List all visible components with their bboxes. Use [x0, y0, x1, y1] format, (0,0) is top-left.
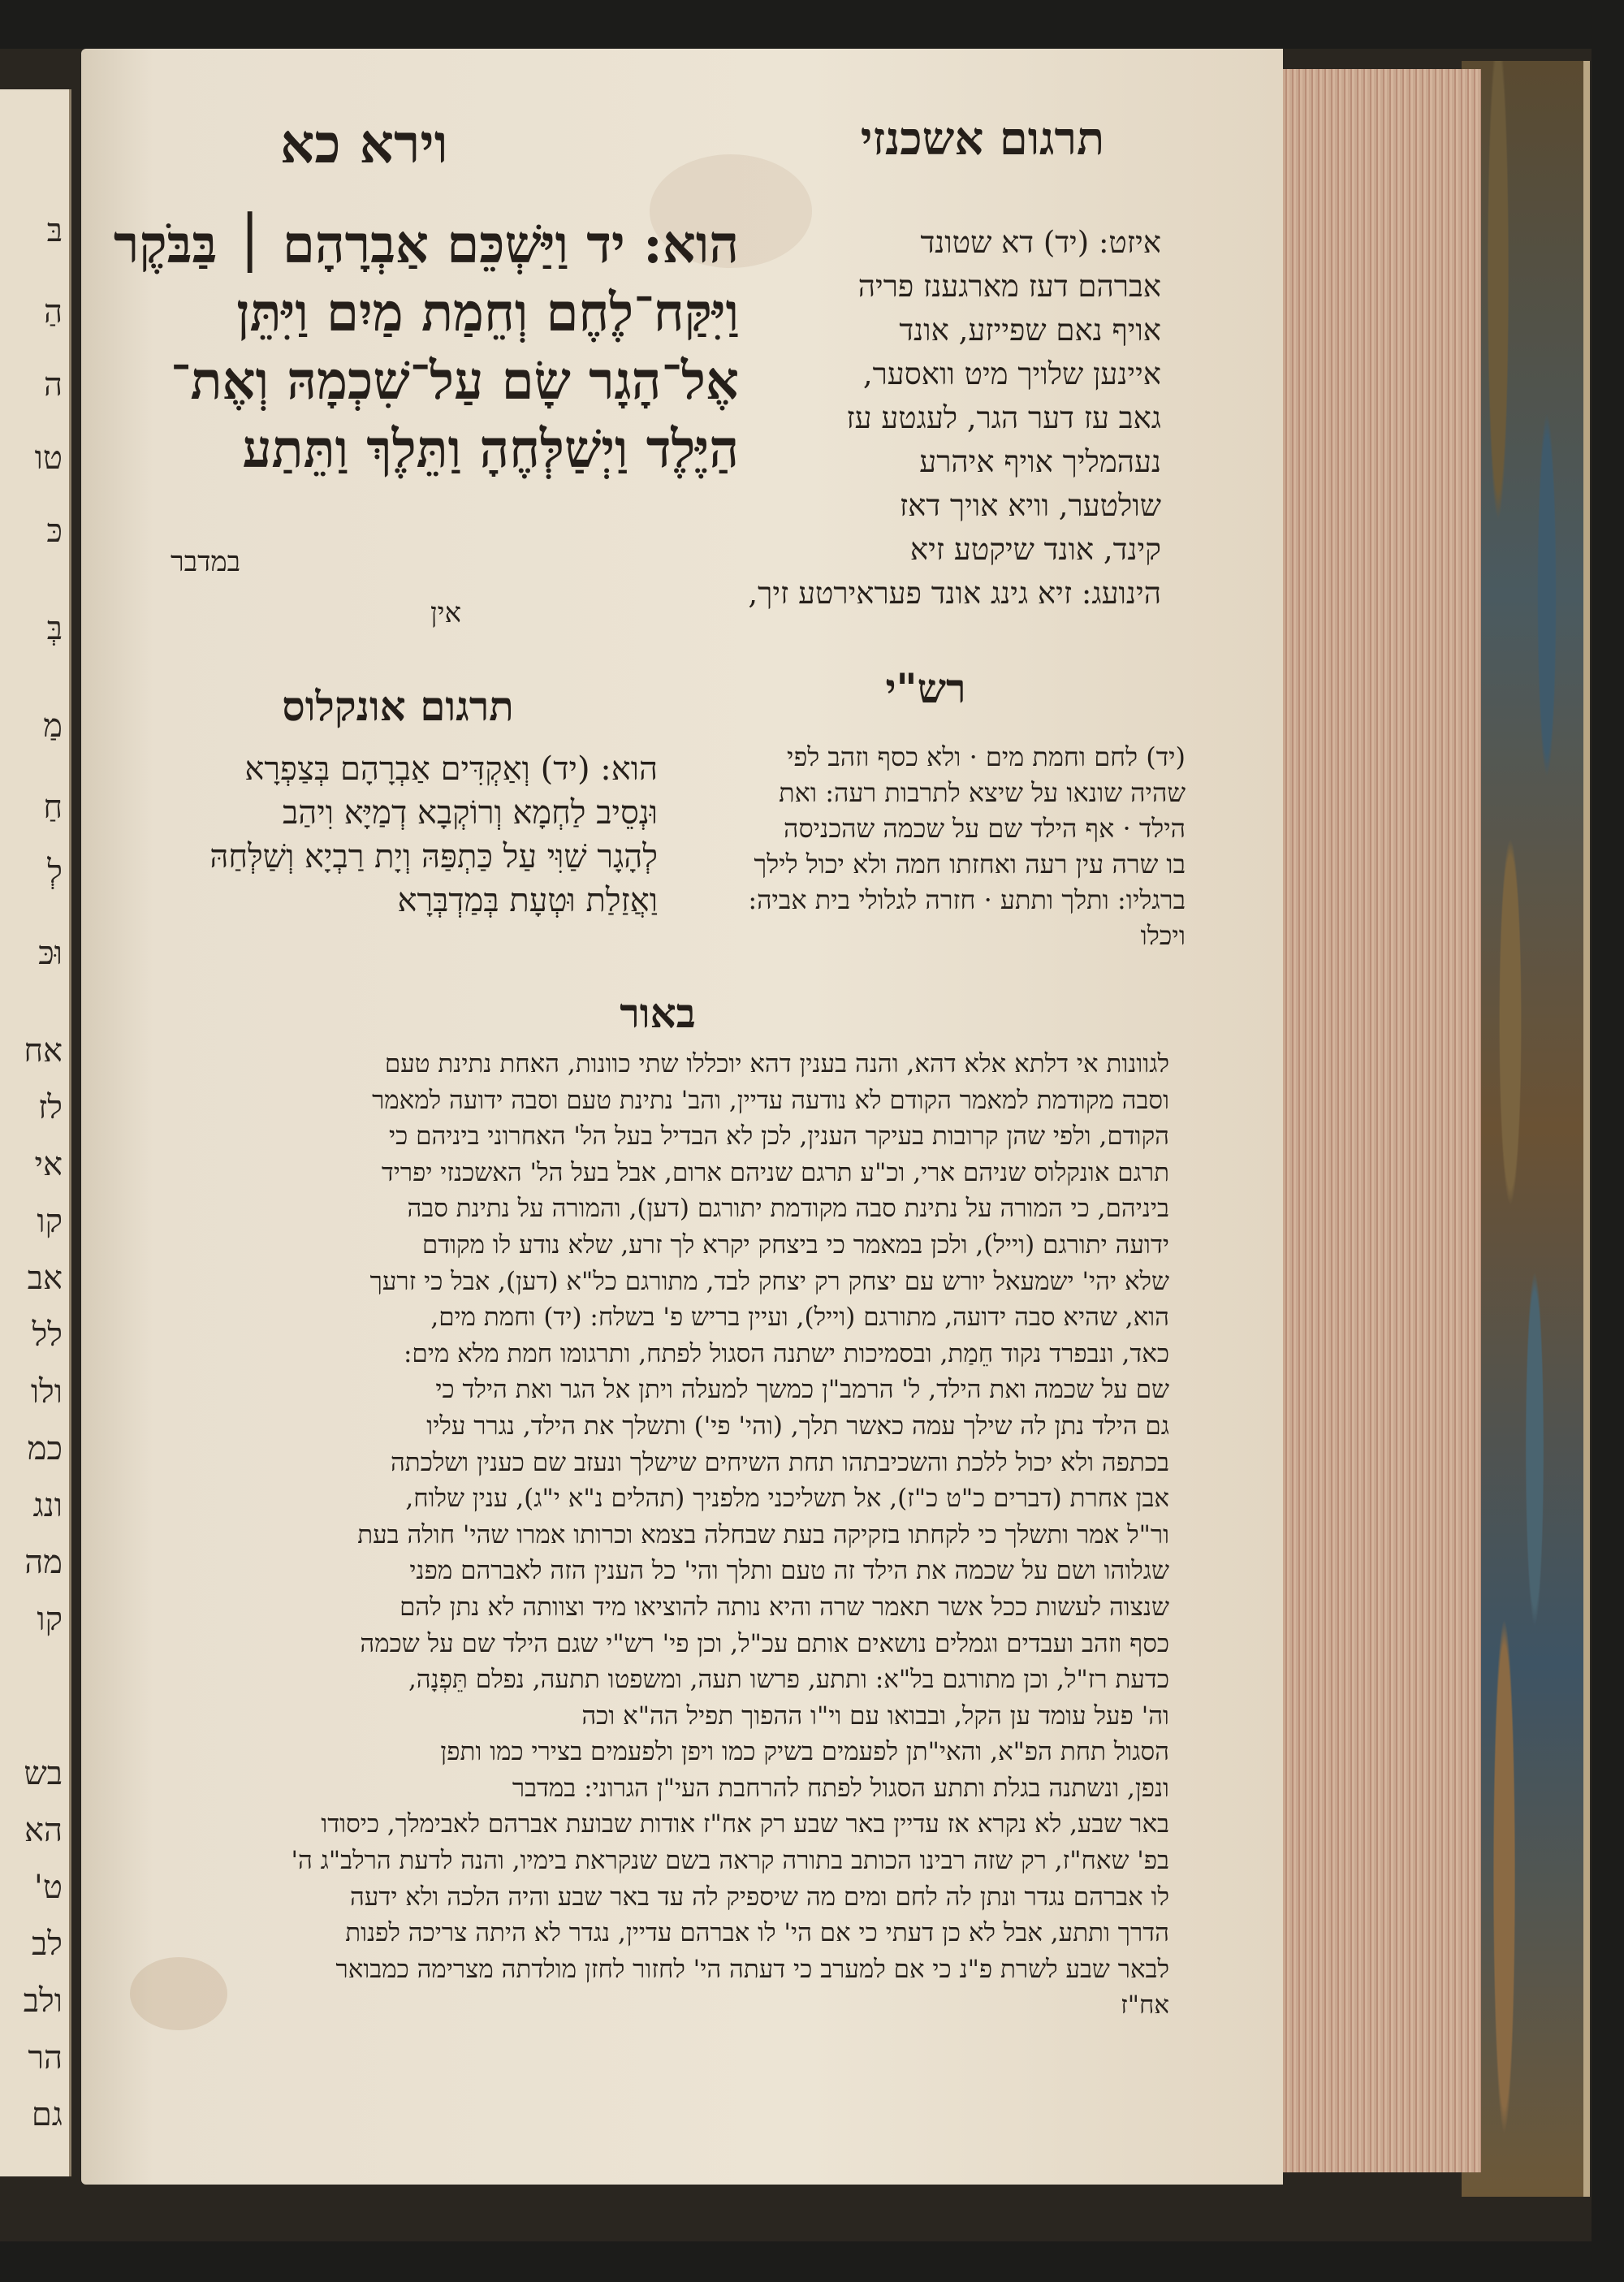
verse-continuation: אין	[430, 597, 461, 629]
beur-line: בכתפה ולא יכול ללכת והשכיבתהו תחת השיחים שישלך ונעזב שם כענין ושלכתה	[390, 1447, 1169, 1477]
previous-page-fragment: כמ	[27, 1430, 63, 1467]
beur-line: כסף וזהב ועבדים וגמלים נושאים אותם עכ"ל, וכן פי' רש"י שגם הילד שם על שכמה	[360, 1628, 1169, 1658]
previous-page-fragment: ה	[43, 366, 63, 404]
previous-page-fragment: אח	[24, 1032, 63, 1070]
yiddish-line: איינען שלויך מיט וואסער,	[862, 357, 1161, 391]
rashi-heading: רש"י	[885, 664, 966, 712]
yiddish-line: קינד, אונד שיקטע זיא	[909, 532, 1161, 567]
page-edges	[1267, 69, 1481, 2172]
book-page	[81, 49, 1283, 2185]
previous-page-fragment: הַ	[43, 293, 63, 331]
yiddish-line: אברהם דעז מארגענז פריה	[857, 269, 1161, 304]
previous-page-fragment: הר	[28, 2039, 63, 2077]
previous-page-fragment: לב	[32, 1925, 63, 1963]
beur-heading: באור	[620, 989, 696, 1037]
previous-page-fragment: כּ	[46, 512, 63, 550]
onkelos-text	[89, 747, 658, 923]
beur-line: הוא, שהיא סבה ידועה, מתורגם (וייל), ועיין בריש פ' בשלח: (יד) וחמת מים,	[430, 1303, 1169, 1333]
previous-page-fragment: ונג	[32, 1487, 63, 1524]
rashi-line: שהיה שונאו על שיצא לתרבות רעה: ואת	[779, 777, 1186, 808]
previous-page-fragment: גם	[31, 2096, 63, 2133]
beur-line: גם הילד נתן לה שילך עמה כאשר תלך, (והי' פי') ותשלך את הילד, נגרר עליו	[426, 1411, 1169, 1441]
rashi-line: ברגליו: ותלך ותתע · חזרה לגלולי בית אביה:	[748, 884, 1186, 915]
onkelos-line: וַאֲזַלַת וּטְעָת בְּמַדְבְּרָא	[397, 882, 658, 919]
previous-page	[0, 89, 71, 2176]
verse-line: וַיִּקַּח־לֶחֶם וְחֵמַת מַיִם וַיִּתֵּן	[236, 283, 739, 344]
previous-page-fragment: ט'	[33, 1869, 63, 1906]
beur-line: הקודם, ולפי שהן קרובות בעיקר הענין, לכן לא הבדיל בעל הל' האחרוני ביניהם כי	[388, 1122, 1169, 1152]
beur-line: לבאר שבע לשרת פ"נ כי אם למערב כי דעתה הי' לחזור לחזן מולדתה מצרימה כמבואר	[335, 1954, 1169, 1984]
rashi-line: בו שרה עין רעה ואחזתו חמה ולא יכול לילך	[754, 849, 1186, 880]
previous-page-fragment: הא	[24, 1812, 63, 1849]
verse-catchword: במדבר	[171, 546, 240, 578]
onkelos-line: לְהָגָר שַׁוִּי עַל כַּתְפַּהּ וְיָת רַבְיָא וְשַׁלְּחַהּ	[209, 838, 658, 875]
previous-page-fragment: קו	[37, 1203, 63, 1240]
rashi-text	[666, 739, 1186, 953]
parasha-header: וירא כא	[280, 112, 448, 175]
beur-line: וסבה מקודמת למאמר הקודם לא נודעה עדיין, והב' נתינת טעם וסבה ידועה למאמר	[372, 1085, 1169, 1115]
previous-page-fragment: לְ	[47, 854, 63, 891]
beur-line: תרגם אונקלוס שניהם ארי, וכ"ע תרגם שניהם ארום, אבל בעל הל' האשכנזי יפריד	[381, 1157, 1169, 1187]
verse-line: אֶל־הָגָר שָׂם עַל־שִׁכְמָהּ וְאֶת־	[171, 351, 739, 412]
onkelos-heading: תרגום אונקלוס	[282, 682, 514, 730]
beur-line: אח"ז	[1121, 1990, 1169, 2021]
yiddish-line: איזט: (יד) דא שטונד	[920, 225, 1161, 260]
previous-page-fragment: קו	[37, 1601, 63, 1638]
verse-block	[89, 211, 739, 484]
beur-line: כאד, ונבפרד נקוד חֵמַת, ובסמיכות ישתנה הסגול לפתח, ותרגומו חמת מלא מים:	[403, 1338, 1169, 1368]
beur-line: הדרך ותתע, אבל לא כן דעתי כי אם הי' לו אברהם עדיין, נגדר לא היתה צריכה לפנות	[345, 1918, 1169, 1948]
previous-page-fragment: אי	[34, 1146, 63, 1183]
previous-page-fragment: ולו	[30, 1373, 63, 1411]
yiddish-line: שולטער, וויא אויך דאז	[899, 488, 1161, 523]
yiddish-line: אויף נאם שפייזע, אונד	[899, 313, 1161, 348]
yiddish-translation	[706, 221, 1161, 616]
yiddish-line: נעהמליך אויף איהרע	[919, 444, 1161, 479]
previous-page-fragment: לל	[32, 1316, 63, 1354]
beur-line: שם על שכמה ואת הילד, ל' הרמב"ן כמשך למעלה ויתן אל הגר ואת הילד כי	[435, 1375, 1169, 1405]
rashi-line: ויכלו	[1140, 920, 1186, 951]
verse-line: הַיֶּלֶד וַיְשַׁלְּחֶהָ וַתֵּלֶךְ וַתֵּתַע	[242, 419, 739, 480]
previous-page-fragment: ולב	[23, 1982, 63, 2020]
previous-page-fragment: טו	[34, 439, 63, 477]
yiddish-line: הינועג: זיא גינג אונד פעראירטע זיך,	[748, 576, 1161, 611]
beur-line: שלא יהי' ישמעאל יורש עם יצחק רק יצחק לבד, מתורגם כל"א (דען), אבל כי זרעך	[369, 1266, 1169, 1296]
onkelos-line: וּנְסֵיב לַחְמָא וְרוֹקְבָא דְמַיָּא וִיהַב	[283, 794, 658, 832]
previous-page-fragment: אב	[27, 1260, 63, 1297]
previous-page-fragment: חַ	[43, 789, 63, 826]
beur-line: שנצוה לעשות ככל אשר תאמר שרה והיא נותה להוציאו מיד וצוותה לא נתן להם	[400, 1592, 1169, 1622]
beur-line: בפ' שאח"ז, רק שזה רבינו הכותב בתורה קראה בשם שנקראת בימיו, והנה לדעת הרלב"ג ה'	[291, 1846, 1169, 1876]
targum-header: תרגום אשכנזי	[860, 112, 1105, 166]
beur-line: הסגול תחת הפ"א, והאי"תן לפעמים בשיק כמו ויפן ולפעמים בצירי כמו ותפן	[440, 1737, 1169, 1767]
beur-line: שגלוהו ושם על שכמה את הילד זה טעם ותלך והי' כל הענין הזה לאברהם מפני	[409, 1556, 1169, 1586]
beur-line: ביניהם, כי המורה על נתינת סבה מקודמת יתורגם (דען), והמורה על נתינת סבה	[407, 1194, 1169, 1224]
beur-line: כדעת רז"ל, וכן מתורגם בל"א: ותתע, פרשו תעה, ומשפטו תתעה, נפלם תֵּפְנָה,	[408, 1665, 1169, 1695]
previous-page-fragment: בְּ	[46, 610, 63, 647]
verse-line: הוא: יד וַיַּשְׁכֵּם אַבְרָהָם ׀ בַּבֹּקֶר	[113, 214, 739, 275]
previous-page-fragment: לז	[38, 1089, 63, 1126]
beur-line: ונפן, ונשתנה בגלת ותתע הסגול לפתח להרחבת העי"ן הגרוני: במדבר	[512, 1773, 1169, 1803]
beur-line: אבן אחרת (דברים כ"ט כ"ז), אל תשליכני מלפניך (תהלים נ"א י"ג), ענין שלוח,	[405, 1484, 1169, 1514]
beur-line: ור"ל אמר ותשלך כי לקחתו בזקיקה בעת שבחלה בצמא וכרותו אמרו שהי' חולה בעת	[357, 1519, 1169, 1549]
beur-line: ידועה יתורגם (וייל), ולכן במאמר כי ביצחק יקרא לך זרע, שלא נודע לו מקודם	[421, 1230, 1169, 1260]
beur-text	[97, 1046, 1169, 2024]
onkelos-line: הוא: (יד) וְאַקְדִּים אַבְרָהָם בְּצַפְרָא	[244, 750, 658, 788]
yiddish-line: גאב עז דער הגר, לעגטע עז	[846, 400, 1161, 435]
rashi-line: הילד · אף הילד שם על שכמה שהכניסה	[784, 813, 1186, 844]
previous-page-fragment: בּ	[46, 212, 63, 249]
previous-page-fragment: מַ	[43, 707, 63, 745]
beur-line: לו אברהם נגדר ונתן לה לחם ומים מה שיספיק לה עד באר שבע והיה הלכה ולא ידעה	[350, 1882, 1169, 1912]
previous-page-fragment: מה	[24, 1544, 63, 1581]
previous-page-fragment: בש	[24, 1755, 63, 1792]
previous-page-fragment: וּכּ	[38, 935, 63, 972]
beur-line: באר שבע, לא נקרא אז עדיין באר שבע רק אח"ז אודות שבועת אברהם לאבימלך, כיסודו	[321, 1809, 1169, 1839]
rashi-line: (יד) לחם וחמת מים · ולא כסף וזהב לפי	[787, 741, 1186, 772]
beur-line: לגוונות אי דלתא אלא דהא, והנה בענין דהא יוכללו שתי כוונות, האחת נתינת טעם	[384, 1049, 1169, 1078]
beur-line: וה' פעל עומד ען הקל, ובבואו עם וי"ו ההפוך תפיל הה"א וכה	[581, 1701, 1169, 1731]
